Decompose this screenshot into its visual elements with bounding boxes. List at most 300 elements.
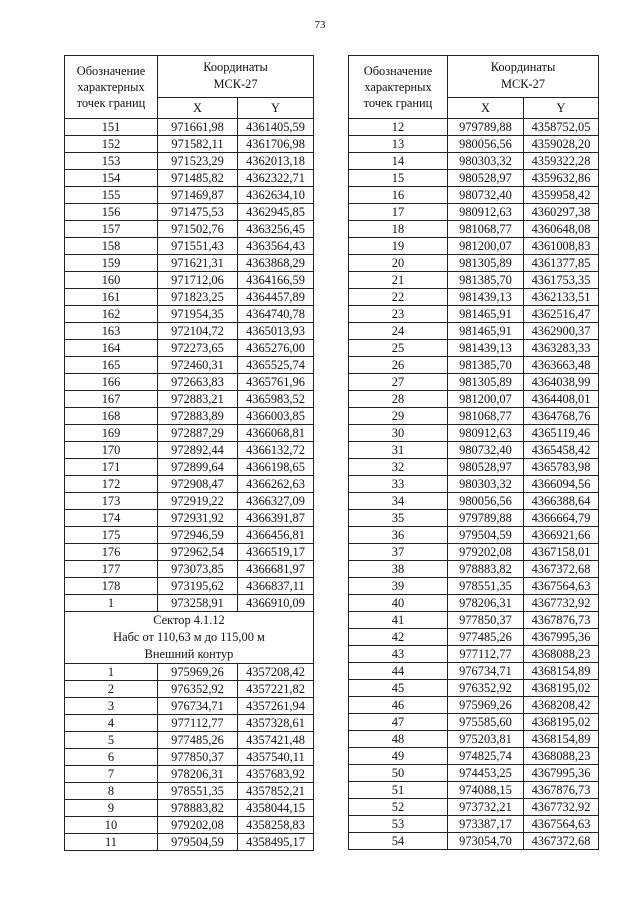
y-coordinate-cell: 4367564,63 bbox=[524, 816, 599, 833]
y-coordinate-cell: 4364740,78 bbox=[238, 306, 314, 323]
x-coordinate-cell: 981385,70 bbox=[448, 357, 524, 374]
x-coordinate-cell: 978551,35 bbox=[448, 578, 524, 595]
left-rows-bottom bbox=[65, 664, 314, 851]
point-id-cell: 166 bbox=[65, 374, 158, 391]
y-coordinate-cell: 4363564,43 bbox=[238, 238, 314, 255]
x-coordinate-cell: 976352,92 bbox=[448, 680, 524, 697]
x-coordinate-cell: 976734,71 bbox=[158, 698, 238, 715]
point-id-cell: 46 bbox=[349, 697, 448, 714]
x-coordinate-cell: 981439,13 bbox=[448, 340, 524, 357]
y-coordinate-cell: 4359632,86 bbox=[524, 170, 599, 187]
y-coordinate-cell: 4357208,42 bbox=[238, 664, 314, 681]
table-row bbox=[349, 204, 599, 221]
table-row bbox=[349, 680, 599, 697]
x-coordinate-cell: 972919,22 bbox=[158, 493, 238, 510]
point-id-cell: 4 bbox=[65, 715, 158, 732]
y-coordinate-cell: 4357328,61 bbox=[238, 715, 314, 732]
x-coordinate-cell: 978883,82 bbox=[158, 800, 238, 817]
point-id-cell: 5 bbox=[65, 732, 158, 749]
y-coordinate-cell: 4365458,42 bbox=[524, 442, 599, 459]
table-row bbox=[65, 153, 314, 170]
x-coordinate-cell: 981200,07 bbox=[448, 238, 524, 255]
page-number: 73 bbox=[314, 19, 326, 31]
point-id-cell: 165 bbox=[65, 357, 158, 374]
y-coordinate-cell: 4366262,63 bbox=[238, 476, 314, 493]
table-row bbox=[65, 408, 314, 425]
y-coordinate-cell: 4362634,10 bbox=[238, 187, 314, 204]
y-coordinate-cell: 4364457,89 bbox=[238, 289, 314, 306]
y-coordinate-cell: 4364768,76 bbox=[524, 408, 599, 425]
table-row bbox=[65, 834, 314, 851]
point-id-cell: 39 bbox=[349, 578, 448, 595]
x-coordinate-cell: 973258,91 bbox=[158, 595, 238, 612]
table-row bbox=[65, 595, 314, 612]
table-row bbox=[65, 561, 314, 578]
point-id-cell: 20 bbox=[349, 255, 448, 272]
table-row bbox=[349, 170, 599, 187]
y-coordinate-cell: 4358752,05 bbox=[524, 119, 599, 136]
table-row bbox=[65, 817, 314, 834]
section-header bbox=[65, 612, 314, 664]
x-coordinate-cell: 980912,63 bbox=[448, 204, 524, 221]
x-coordinate-cell: 979789,88 bbox=[448, 119, 524, 136]
x-coordinate-cell: 977485,26 bbox=[158, 732, 238, 749]
table-row bbox=[349, 255, 599, 272]
x-coordinate-cell: 980056,56 bbox=[448, 136, 524, 153]
y-coordinate-cell: 4365276,00 bbox=[238, 340, 314, 357]
point-id-cell: 16 bbox=[349, 187, 448, 204]
y-coordinate-cell: 4366456,81 bbox=[238, 527, 314, 544]
table-row bbox=[349, 272, 599, 289]
y-coordinate-cell: 4366094,56 bbox=[524, 476, 599, 493]
y-coordinate-cell: 4359028,20 bbox=[524, 136, 599, 153]
table-row bbox=[65, 578, 314, 595]
y-coordinate-cell: 4366910,09 bbox=[238, 595, 314, 612]
y-coordinate-cell: 4362013,18 bbox=[238, 153, 314, 170]
point-id-cell: 21 bbox=[349, 272, 448, 289]
y-coordinate-cell: 4361008,83 bbox=[524, 238, 599, 255]
table-row bbox=[349, 510, 599, 527]
point-id-cell: 25 bbox=[349, 340, 448, 357]
point-id-cell: 169 bbox=[65, 425, 158, 442]
point-id-cell: 19 bbox=[349, 238, 448, 255]
y-coordinate-cell: 4357261,94 bbox=[238, 698, 314, 715]
table-row bbox=[349, 136, 599, 153]
point-id-cell: 13 bbox=[349, 136, 448, 153]
point-id-cell: 172 bbox=[65, 476, 158, 493]
y-coordinate-cell: 4361405,59 bbox=[238, 119, 314, 136]
point-id-cell: 38 bbox=[349, 561, 448, 578]
point-id-cell: 33 bbox=[349, 476, 448, 493]
x-coordinate-cell: 976352,92 bbox=[158, 681, 238, 698]
point-id-cell: 36 bbox=[349, 527, 448, 544]
y-coordinate-cell: 4367158,01 bbox=[524, 544, 599, 561]
x-coordinate-cell: 974453,25 bbox=[448, 765, 524, 782]
x-coordinate-cell: 978883,82 bbox=[448, 561, 524, 578]
x-coordinate-cell: 980528,97 bbox=[448, 459, 524, 476]
x-coordinate-cell: 979789,88 bbox=[448, 510, 524, 527]
point-id-cell: 23 bbox=[349, 306, 448, 323]
x-coordinate-cell: 971823,25 bbox=[158, 289, 238, 306]
y-coordinate-cell: 4365525,74 bbox=[238, 357, 314, 374]
x-coordinate-cell: 980528,97 bbox=[448, 170, 524, 187]
left-rows-top bbox=[65, 119, 314, 612]
table-row bbox=[65, 749, 314, 766]
table-row bbox=[65, 527, 314, 544]
table-row bbox=[349, 323, 599, 340]
y-coordinate-cell: 4358495,17 bbox=[238, 834, 314, 851]
x-coordinate-cell: 971485,82 bbox=[158, 170, 238, 187]
point-id-cell: 171 bbox=[65, 459, 158, 476]
point-id-cell: 168 bbox=[65, 408, 158, 425]
table-row bbox=[65, 374, 314, 391]
point-id-cell: 154 bbox=[65, 170, 158, 187]
point-id-cell: 31 bbox=[349, 442, 448, 459]
point-id-cell: 6 bbox=[65, 749, 158, 766]
point-id-cell: 22 bbox=[349, 289, 448, 306]
y-coordinate-cell: 4361377,85 bbox=[524, 255, 599, 272]
point-id-cell: 53 bbox=[349, 816, 448, 833]
table-row bbox=[65, 187, 314, 204]
x-coordinate-cell: 971469,87 bbox=[158, 187, 238, 204]
point-id-cell: 54 bbox=[349, 833, 448, 850]
table-row bbox=[349, 748, 599, 765]
x-coordinate-cell: 975585,60 bbox=[448, 714, 524, 731]
table-row bbox=[349, 782, 599, 799]
x-coordinate-cell: 981465,91 bbox=[448, 306, 524, 323]
x-coordinate-cell: 973195,62 bbox=[158, 578, 238, 595]
point-id-cell: 178 bbox=[65, 578, 158, 595]
x-coordinate-cell: 981439,13 bbox=[448, 289, 524, 306]
y-coordinate-cell: 4364408,01 bbox=[524, 391, 599, 408]
y-coordinate-cell: 4368208,42 bbox=[524, 697, 599, 714]
table-row bbox=[65, 783, 314, 800]
point-id-cell: 176 bbox=[65, 544, 158, 561]
x-coordinate-cell: 973732,21 bbox=[448, 799, 524, 816]
point-id-cell: 9 bbox=[65, 800, 158, 817]
x-coordinate-cell: 980732,40 bbox=[448, 442, 524, 459]
y-coordinate-cell: 4358044,15 bbox=[238, 800, 314, 817]
table-row bbox=[65, 323, 314, 340]
x-coordinate-cell: 977112,77 bbox=[448, 646, 524, 663]
section-title: Сектор 4.1.12 bbox=[65, 612, 314, 630]
x-coordinate-cell: 975969,26 bbox=[448, 697, 524, 714]
x-coordinate-cell: 972663,83 bbox=[158, 374, 238, 391]
point-id-cell: 42 bbox=[349, 629, 448, 646]
x-coordinate-cell: 980303,32 bbox=[448, 153, 524, 170]
point-id-cell: 157 bbox=[65, 221, 158, 238]
table-row bbox=[65, 255, 314, 272]
table-row bbox=[65, 306, 314, 323]
x-coordinate-cell: 972899,64 bbox=[158, 459, 238, 476]
point-id-cell: 170 bbox=[65, 442, 158, 459]
table-row bbox=[349, 187, 599, 204]
point-id-cell: 7 bbox=[65, 766, 158, 783]
table-row bbox=[65, 425, 314, 442]
table-row bbox=[349, 442, 599, 459]
y-coordinate-cell: 4357421,48 bbox=[238, 732, 314, 749]
table-row bbox=[349, 544, 599, 561]
coordinates-header-line2: МСК-27 bbox=[158, 76, 314, 98]
x-coordinate-cell: 977112,77 bbox=[158, 715, 238, 732]
table-row bbox=[65, 544, 314, 561]
y-coordinate-cell: 4367995,36 bbox=[524, 629, 599, 646]
table-row bbox=[349, 306, 599, 323]
point-id-cell: 12 bbox=[349, 119, 448, 136]
right-rows bbox=[349, 119, 599, 850]
y-coordinate-cell: 4362322,71 bbox=[238, 170, 314, 187]
y-coordinate-cell: 4368195,02 bbox=[524, 680, 599, 697]
x-coordinate-cell: 972460,31 bbox=[158, 357, 238, 374]
point-id-cell: 177 bbox=[65, 561, 158, 578]
y-coordinate-cell: 4362133,51 bbox=[524, 289, 599, 306]
point-id-cell: 40 bbox=[349, 595, 448, 612]
x-coordinate-cell: 981305,89 bbox=[448, 255, 524, 272]
point-label-header: Обозначение характерных точек границ bbox=[65, 56, 158, 119]
point-id-cell: 152 bbox=[65, 136, 158, 153]
table-row bbox=[65, 681, 314, 698]
y-coordinate-cell: 4366198,65 bbox=[238, 459, 314, 476]
y-column-header: Y bbox=[238, 98, 314, 119]
point-id-cell: 49 bbox=[349, 748, 448, 765]
y-coordinate-cell: 4368154,89 bbox=[524, 731, 599, 748]
table-row bbox=[65, 221, 314, 238]
table-row bbox=[65, 289, 314, 306]
table-row bbox=[65, 664, 314, 681]
point-id-cell: 159 bbox=[65, 255, 158, 272]
x-coordinate-cell: 979202,08 bbox=[158, 817, 238, 834]
y-coordinate-cell: 4362945,85 bbox=[238, 204, 314, 221]
table-row bbox=[349, 425, 599, 442]
point-id-cell: 164 bbox=[65, 340, 158, 357]
y-coordinate-cell: 4367564,63 bbox=[524, 578, 599, 595]
point-id-cell: 24 bbox=[349, 323, 448, 340]
y-coordinate-cell: 4366837,11 bbox=[238, 578, 314, 595]
y-coordinate-cell: 4366132,72 bbox=[238, 442, 314, 459]
y-coordinate-cell: 4363868,29 bbox=[238, 255, 314, 272]
table-row bbox=[65, 459, 314, 476]
table-row bbox=[349, 714, 599, 731]
x-coordinate-cell: 972883,21 bbox=[158, 391, 238, 408]
x-coordinate-cell: 980056,56 bbox=[448, 493, 524, 510]
point-id-cell: 160 bbox=[65, 272, 158, 289]
x-coordinate-cell: 973054,70 bbox=[448, 833, 524, 850]
y-coordinate-cell: 4367372,68 bbox=[524, 833, 599, 850]
table-row bbox=[349, 289, 599, 306]
point-id-cell: 1 bbox=[65, 595, 158, 612]
point-id-cell: 10 bbox=[65, 817, 158, 834]
table-row bbox=[349, 646, 599, 663]
x-coordinate-cell: 977850,37 bbox=[448, 612, 524, 629]
x-coordinate-cell: 981200,07 bbox=[448, 391, 524, 408]
y-coordinate-cell: 4366921,66 bbox=[524, 527, 599, 544]
table-row bbox=[349, 612, 599, 629]
point-id-cell: 174 bbox=[65, 510, 158, 527]
x-coordinate-cell: 977850,37 bbox=[158, 749, 238, 766]
point-id-cell: 162 bbox=[65, 306, 158, 323]
y-coordinate-cell: 4365761,96 bbox=[238, 374, 314, 391]
point-id-cell: 28 bbox=[349, 391, 448, 408]
section-height-range: Набс от 110,63 м до 115,00 м bbox=[65, 629, 314, 646]
x-coordinate-cell: 980732,40 bbox=[448, 187, 524, 204]
coordinates-header-line1: Координаты bbox=[158, 56, 314, 77]
table-row bbox=[65, 732, 314, 749]
y-coordinate-cell: 4357683,92 bbox=[238, 766, 314, 783]
point-id-cell: 45 bbox=[349, 680, 448, 697]
y-coordinate-cell: 4368088,23 bbox=[524, 748, 599, 765]
table-row bbox=[65, 119, 314, 136]
point-id-cell: 29 bbox=[349, 408, 448, 425]
table-row bbox=[349, 153, 599, 170]
y-coordinate-cell: 4365119,46 bbox=[524, 425, 599, 442]
point-id-cell: 27 bbox=[349, 374, 448, 391]
table-row bbox=[65, 170, 314, 187]
point-id-cell: 43 bbox=[349, 646, 448, 663]
y-coordinate-cell: 4365983,52 bbox=[238, 391, 314, 408]
y-coordinate-cell: 4362516,47 bbox=[524, 306, 599, 323]
point-id-cell: 48 bbox=[349, 731, 448, 748]
y-coordinate-cell: 4367372,68 bbox=[524, 561, 599, 578]
x-coordinate-cell: 979504,59 bbox=[448, 527, 524, 544]
y-coordinate-cell: 4366664,79 bbox=[524, 510, 599, 527]
x-coordinate-cell: 971954,35 bbox=[158, 306, 238, 323]
x-coordinate-cell: 972931,92 bbox=[158, 510, 238, 527]
y-coordinate-cell: 4367732,92 bbox=[524, 799, 599, 816]
table-row bbox=[349, 357, 599, 374]
y-coordinate-cell: 4363663,48 bbox=[524, 357, 599, 374]
point-id-cell: 34 bbox=[349, 493, 448, 510]
x-coordinate-cell: 978551,35 bbox=[158, 783, 238, 800]
y-coordinate-cell: 4364038,99 bbox=[524, 374, 599, 391]
table-row bbox=[65, 238, 314, 255]
point-id-cell: 15 bbox=[349, 170, 448, 187]
y-coordinate-cell: 4367876,73 bbox=[524, 782, 599, 799]
point-id-cell: 163 bbox=[65, 323, 158, 340]
table-row bbox=[65, 136, 314, 153]
table-row bbox=[349, 595, 599, 612]
y-coordinate-cell: 4357221,82 bbox=[238, 681, 314, 698]
y-coordinate-cell: 4367732,92 bbox=[524, 595, 599, 612]
x-coordinate-cell: 972887,29 bbox=[158, 425, 238, 442]
x-coordinate-cell: 981068,77 bbox=[448, 408, 524, 425]
y-coordinate-cell: 4366391,87 bbox=[238, 510, 314, 527]
point-id-cell: 52 bbox=[349, 799, 448, 816]
x-coordinate-cell: 975203,81 bbox=[448, 731, 524, 748]
x-coordinate-cell: 972104,72 bbox=[158, 323, 238, 340]
x-coordinate-cell: 973387,17 bbox=[448, 816, 524, 833]
x-coordinate-cell: 976734,71 bbox=[448, 663, 524, 680]
x-coordinate-cell: 971712,06 bbox=[158, 272, 238, 289]
x-coordinate-cell: 971475,53 bbox=[158, 204, 238, 221]
y-column-header: Y bbox=[524, 98, 599, 119]
point-id-cell: 37 bbox=[349, 544, 448, 561]
y-coordinate-cell: 4363283,33 bbox=[524, 340, 599, 357]
y-coordinate-cell: 4357540,11 bbox=[238, 749, 314, 766]
x-column-header: X bbox=[158, 98, 238, 119]
x-coordinate-cell: 971621,31 bbox=[158, 255, 238, 272]
y-coordinate-cell: 4368195,02 bbox=[524, 714, 599, 731]
table-row bbox=[349, 374, 599, 391]
y-coordinate-cell: 4368088,23 bbox=[524, 646, 599, 663]
point-id-cell: 161 bbox=[65, 289, 158, 306]
point-id-cell: 153 bbox=[65, 153, 158, 170]
y-coordinate-cell: 4366327,09 bbox=[238, 493, 314, 510]
y-coordinate-cell: 4362900,37 bbox=[524, 323, 599, 340]
y-coordinate-cell: 4358258,83 bbox=[238, 817, 314, 834]
coordinates-header-line2: МСК-27 bbox=[448, 76, 599, 98]
x-coordinate-cell: 971523,29 bbox=[158, 153, 238, 170]
x-coordinate-cell: 974088,15 bbox=[448, 782, 524, 799]
point-id-cell: 32 bbox=[349, 459, 448, 476]
table-row bbox=[65, 204, 314, 221]
y-coordinate-cell: 4364166,59 bbox=[238, 272, 314, 289]
table-row bbox=[65, 357, 314, 374]
point-id-cell: 158 bbox=[65, 238, 158, 255]
x-coordinate-cell: 972883,89 bbox=[158, 408, 238, 425]
table-row bbox=[349, 221, 599, 238]
coordinates-header-line1: Координаты bbox=[448, 56, 599, 77]
table-row bbox=[65, 442, 314, 459]
point-id-cell: 151 bbox=[65, 119, 158, 136]
x-coordinate-cell: 978206,31 bbox=[158, 766, 238, 783]
coordinates-table-right bbox=[348, 55, 599, 850]
table-row bbox=[349, 408, 599, 425]
table-row bbox=[65, 476, 314, 493]
coordinates-table-left bbox=[64, 55, 314, 851]
x-coordinate-cell: 974825,74 bbox=[448, 748, 524, 765]
y-coordinate-cell: 4366068,81 bbox=[238, 425, 314, 442]
y-coordinate-cell: 4367876,73 bbox=[524, 612, 599, 629]
x-coordinate-cell: 980912,63 bbox=[448, 425, 524, 442]
point-id-cell: 51 bbox=[349, 782, 448, 799]
table-row bbox=[349, 459, 599, 476]
table-row bbox=[349, 663, 599, 680]
table-row bbox=[65, 715, 314, 732]
x-coordinate-cell: 971502,76 bbox=[158, 221, 238, 238]
point-id-cell: 2 bbox=[65, 681, 158, 698]
table-row bbox=[349, 561, 599, 578]
x-coordinate-cell: 981068,77 bbox=[448, 221, 524, 238]
x-coordinate-cell: 972892,44 bbox=[158, 442, 238, 459]
point-id-cell: 50 bbox=[349, 765, 448, 782]
x-coordinate-cell: 977485,26 bbox=[448, 629, 524, 646]
point-id-cell: 155 bbox=[65, 187, 158, 204]
y-coordinate-cell: 4365783,98 bbox=[524, 459, 599, 476]
table-row bbox=[349, 816, 599, 833]
x-coordinate-cell: 980303,32 bbox=[448, 476, 524, 493]
table-row bbox=[65, 766, 314, 783]
y-coordinate-cell: 4368154,89 bbox=[524, 663, 599, 680]
y-coordinate-cell: 4365013,93 bbox=[238, 323, 314, 340]
point-id-cell: 1 bbox=[65, 664, 158, 681]
y-coordinate-cell: 4366681,97 bbox=[238, 561, 314, 578]
table-row bbox=[65, 340, 314, 357]
y-coordinate-cell: 4363256,45 bbox=[238, 221, 314, 238]
y-coordinate-cell: 4367995,36 bbox=[524, 765, 599, 782]
table-row bbox=[349, 238, 599, 255]
point-id-cell: 17 bbox=[349, 204, 448, 221]
y-coordinate-cell: 4361706,98 bbox=[238, 136, 314, 153]
table-row bbox=[65, 493, 314, 510]
x-coordinate-cell: 972962,54 bbox=[158, 544, 238, 561]
x-coordinate-cell: 978206,31 bbox=[448, 595, 524, 612]
y-coordinate-cell: 4357852,21 bbox=[238, 783, 314, 800]
point-id-cell: 18 bbox=[349, 221, 448, 238]
x-coordinate-cell: 972908,47 bbox=[158, 476, 238, 493]
y-coordinate-cell: 4359958,42 bbox=[524, 187, 599, 204]
point-id-cell: 47 bbox=[349, 714, 448, 731]
x-column-header: X bbox=[448, 98, 524, 119]
